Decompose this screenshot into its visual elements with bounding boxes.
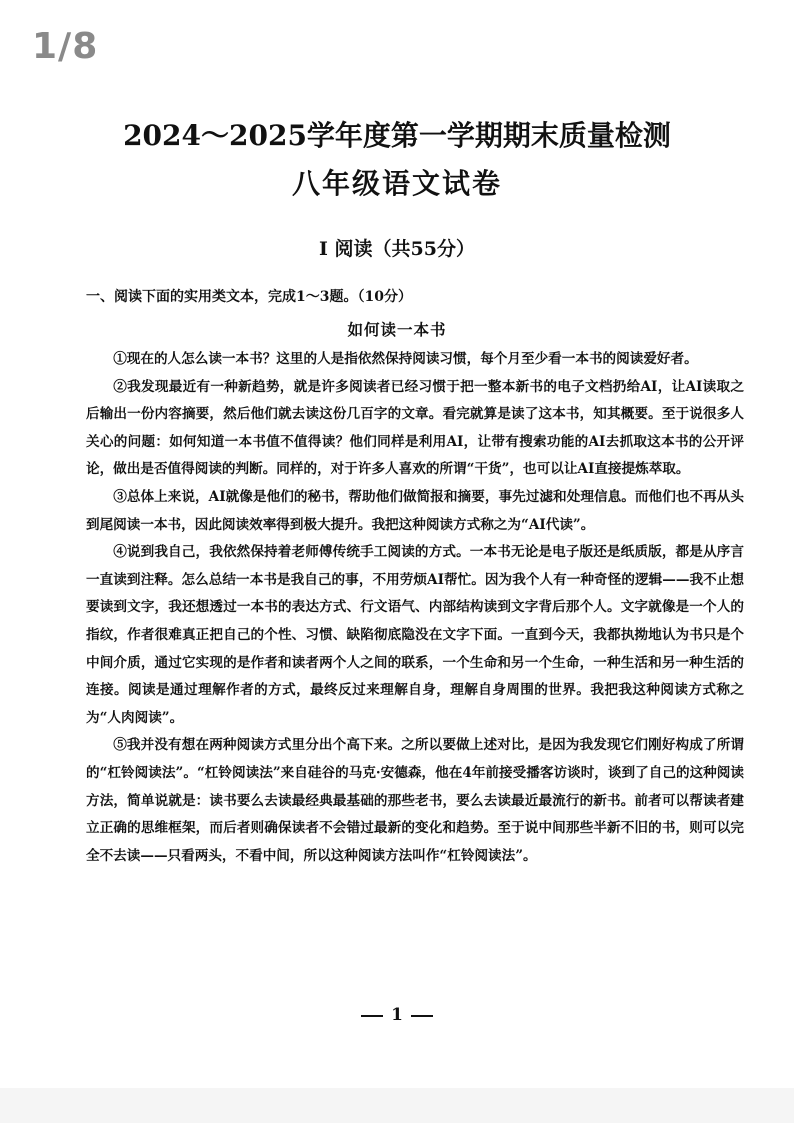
page-counter-badge: 1/8: [32, 26, 99, 67]
article-body: [86, 346, 744, 870]
page-number-dash-right: [411, 1015, 433, 1017]
article-paragraph-4: ④说到我自己，我依然保持着老师傅传统手工阅读的方式。一本书无论是电子版还是纸质版，都是从序言一直读到注释。怎么总结一本书是我自己的事，不用劳烦AI帮忙。因为我个人有一种奇怪的逻辑——我不止想要读到文字，我还想透过一本书的表达方式、行文语气、内部结构读到文字背后那个人。文字就像是一个人的指纹，作者很难真正把自己的个性、习惯、缺陷彻底隐没在文字下面。一直到今天，我都执拗地认为书只是个中间介质，通过它实现的是作者和读者两个人之间的联系，一个生命和另一个生命，一种生活和另一种生活的连接。阅读是通过理解作者的方式，最终反过来理解自身，理解自身周围的世界。我把我这种阅读方式称之为“人肉阅读”。: [86, 544, 744, 726]
question-instruction: 一、阅读下面的实用类文本，完成1～3题。（10分）: [86, 289, 412, 305]
article-paragraph-3: ③总体上来说，AI就像是他们的秘书，帮助他们做简报和摘要，事先过滤和处理信息。而他们也不再从头到尾阅读一本书，因此阅读效率得到极大提升。我把这种阅读方式称之为“AI代读”。: [86, 488, 744, 533]
page-bottom-margin: [0, 1088, 794, 1123]
article-paragraph-5: ⑤我并没有想在两种阅读方式里分出个高下来。之所以要做上述对比，是因为我发现它们刚好构成了所谓的“杠铃阅读法”。“杠铃阅读法”来自硅谷的马克·安德森，他在4年前接受播客访谈时，谈到了自己的这种阅读方法，简单说就是：读书要么去读最经典最基础的那些老书，要么去读最近最流行的新书。前者可以帮读者建立正确的思维框架，而后者则确保读者不会错过最新的变化和趋势。至于说中间那些半新不旧的书，则可以完全不去读——只看两头，不看中间，所以这种阅读方法叫作“杠铃阅读法”。: [86, 737, 744, 864]
article-paragraph-2: ②我发现最近有一种新趋势，就是许多阅读者已经习惯于把一整本新书的电子文档扔给AI，让AI读取之后输出一份内容摘要，然后他们就去读这份几百字的文章。看完就算是读了这本书，知其概要。至于说很多人关心的问题：如何知道一本书值不值得读？他们同样是利用AI，让带有搜索功能的AI去抓取这本书的公开评论，做出是否值得阅读的判断。同样的，对于许多人喜欢的所谓“干货”，也可以让AI直接提炼萃取。: [86, 378, 744, 478]
page-number: [0, 1005, 794, 1025]
article-paragraph-1: ①现在的人怎么读一本书？这里的人是指依然保持阅读习惯，每个月至少看一本书的阅读爱好者。: [113, 351, 698, 367]
exam-subtitle: 八年级语文试卷: [291, 167, 502, 200]
section-heading: Ⅰ 阅读（共55分）: [319, 238, 475, 260]
page-number-value: 1: [391, 1005, 403, 1025]
exam-title: 2024～2025学年度第一学期期末质量检测: [123, 119, 671, 152]
article-title: 如何读一本书: [347, 320, 447, 339]
page-number-dash-left: [361, 1015, 383, 1017]
